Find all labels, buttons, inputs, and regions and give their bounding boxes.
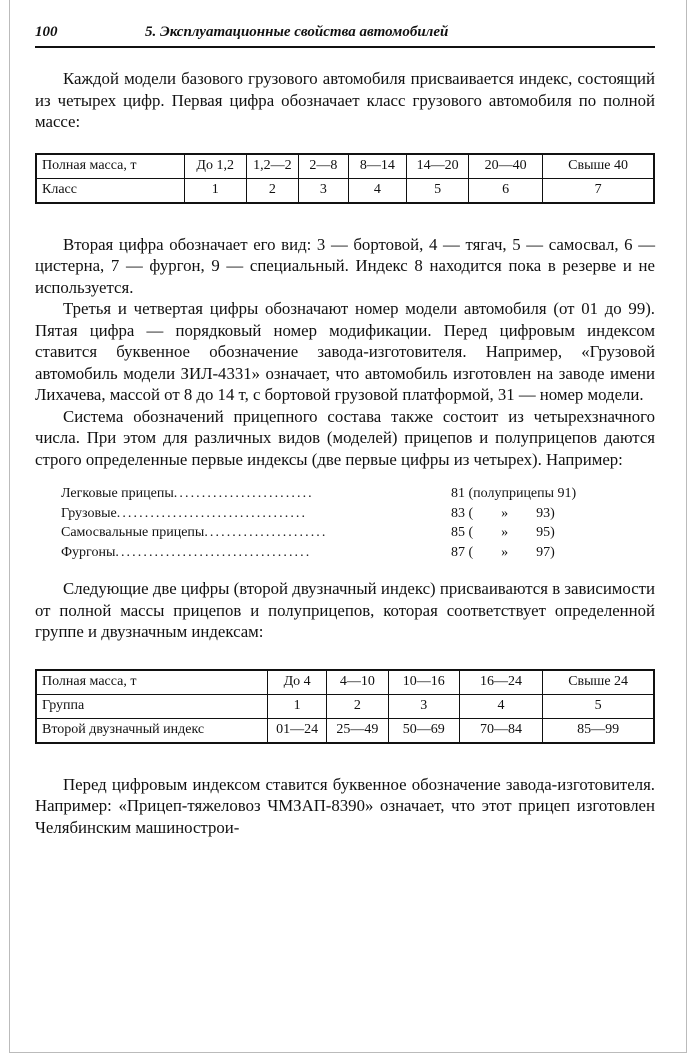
page-number: 100 xyxy=(35,24,58,40)
table-cell: 14—20 xyxy=(407,154,469,179)
list-item-note: (полуприцепы 91) xyxy=(465,486,577,501)
table-cell: Свыше 24 xyxy=(543,670,654,695)
table-cell: 20—40 xyxy=(469,154,543,179)
table-row xyxy=(36,178,654,203)
row-header-cell: Группа xyxy=(36,694,268,718)
table-cell: 5 xyxy=(543,694,654,718)
table-cell: 50—69 xyxy=(388,718,459,743)
list-item-name: Самосвальные прицепы xyxy=(61,525,205,540)
trailer-index-list xyxy=(61,484,615,562)
chapter-title: 5. Эксплуатационные свойства автомобилей xyxy=(145,24,449,40)
list-item xyxy=(61,484,615,504)
body-paragraph: Следующие две цифры (второй двузначный индекс) присваиваются в зависимости от полной массы прицепов и полуприцепов, которая соответствует определенной группе и двузначным индексам: xyxy=(35,579,655,641)
table-cell: 16—24 xyxy=(459,670,542,695)
final-paragraph: Перед цифровым индексом ставится буквенное обозначение завода-изготовителя. Например: «Прицеп-тяжеловоз ЧМЗАП-8390» означает, что этот прицеп изготовлен Челябинским машинострои- xyxy=(35,774,655,837)
table-cell: До 4 xyxy=(268,670,327,695)
table-cell: 1,2—2 xyxy=(246,154,299,179)
truck-class-table xyxy=(35,153,655,204)
body-paragraph: Вторая цифра обозначает его вид: 3 — бортовой, 4 — тягач, 5 — самосвал, 6 — цистерна, 7 — фургон, 9 — специальный. Индекс 8 находится пока в резерве и не используется. xyxy=(35,234,655,297)
table-cell: 5 xyxy=(407,178,469,203)
list-item-leader: ................................... xyxy=(115,544,312,560)
table-cell: 4—10 xyxy=(326,670,388,695)
table-cell: 1 xyxy=(184,178,246,203)
table-cell: 10—16 xyxy=(388,670,459,695)
body-paragraph: Система обозначений прицепного состава также состоит из четырехзначного числа. При этом для различных видов (моделей) прицепов и полуприцепов даются строго определенные первые индексы (две первые цифры из четырех). Например: xyxy=(35,406,655,469)
table-cell: 3 xyxy=(299,178,348,203)
list-item-note: ( » 95) xyxy=(465,525,555,540)
table-row xyxy=(36,694,654,718)
list-item-code: 87 xyxy=(451,544,465,560)
row-header-cell: Полная масса, т xyxy=(36,154,184,179)
trailer-group-table xyxy=(35,669,655,744)
table-cell: 01—24 xyxy=(268,718,327,743)
list-item-note: ( » 93) xyxy=(465,505,555,521)
table-cell: До 1,2 xyxy=(184,154,246,179)
table-cell: 4 xyxy=(348,178,407,203)
list-item-leader: .................................. xyxy=(116,505,308,521)
table-cell: 8—14 xyxy=(348,154,407,179)
table-cell: 6 xyxy=(469,178,543,203)
table-row xyxy=(36,154,654,179)
table-cell: 3 xyxy=(388,694,459,718)
table-cell: 25—49 xyxy=(326,718,388,743)
table-cell: 7 xyxy=(543,178,654,203)
list-item xyxy=(61,504,615,524)
row-header-cell: Класс xyxy=(36,178,184,203)
body-paragraph: Третья и четвертая цифры обозначают номер модели автомобиля (от 01 до 99). Пятая цифра — порядковый номер модификации. Перед цифровым индексом ставится буквенное обозначение завода-изготовителя. Например, «Грузовой автомобиль модели ЗИЛ-4331» означает, что автомобиль изготовлен на заводе имени Лихачева, массой от 8 до 14 т, с бортовой грузовой платформой, 31 — номер модели. xyxy=(35,299,655,404)
list-item-leader: ...................... xyxy=(204,525,328,540)
table-cell: 2 xyxy=(326,694,388,718)
list-item-code: 83 xyxy=(451,505,465,521)
list-item-name: Легковые прицепы xyxy=(61,486,174,501)
table-cell: 2—8 xyxy=(299,154,348,179)
table-cell: 4 xyxy=(459,694,542,718)
list-item-code: 81 xyxy=(451,486,465,501)
table-row xyxy=(36,670,654,695)
table-cell: 70—84 xyxy=(459,718,542,743)
list-item xyxy=(61,523,615,543)
running-header xyxy=(35,24,655,48)
list-item-note: ( » 97) xyxy=(465,544,555,560)
list-item xyxy=(61,543,615,563)
book-page xyxy=(35,24,655,838)
row-header-cell: Второй двузначный индекс xyxy=(36,718,268,743)
list-item-name: Грузовые xyxy=(61,505,117,521)
table-cell: 2 xyxy=(246,178,299,203)
table-cell: 85—99 xyxy=(543,718,654,743)
table-cell: Свыше 40 xyxy=(543,154,654,179)
list-item-leader: ......................... xyxy=(173,486,314,501)
row-header-cell: Полная масса, т xyxy=(36,670,268,695)
list-item-code: 85 xyxy=(451,525,465,540)
table-row xyxy=(36,718,654,743)
intro-paragraph: Каждой модели базового грузового автомобиля присваивается индекс, состоящий из четырех цифр. Первая цифра обозначает класс грузового автомобиля по полной массе: xyxy=(35,69,655,131)
list-item-name: Фургоны xyxy=(61,544,116,560)
table-cell: 1 xyxy=(268,694,327,718)
